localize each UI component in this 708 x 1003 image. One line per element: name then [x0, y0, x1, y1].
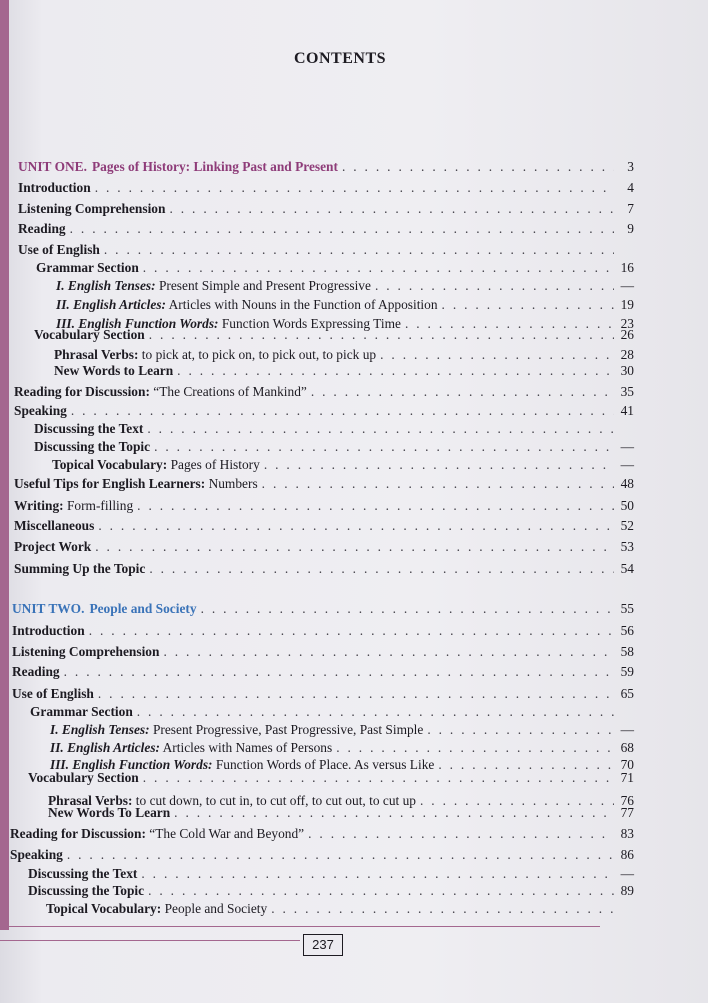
page-ref: 16 — [620, 260, 634, 275]
dot-leader — [98, 685, 614, 702]
entry-detail: Function Words of Place. As versus Like — [212, 757, 435, 772]
toc-entry — [36, 259, 634, 276]
dot-leader — [143, 259, 614, 276]
entry-heading: Useful Tips for English Learners: — [14, 476, 206, 491]
entry-heading: New Words To Learn — [48, 805, 171, 820]
page-ref: 58 — [620, 644, 634, 659]
toc-entry — [14, 497, 634, 514]
entry-heading: Reading for Discussion: — [14, 384, 150, 399]
page-ref: 71 — [620, 770, 634, 785]
entry-heading: Use of English — [12, 686, 94, 701]
entry-label — [14, 517, 94, 534]
page-number: 237 — [303, 934, 343, 956]
dot-leader — [154, 438, 614, 455]
toc-entry — [28, 865, 634, 882]
dot-leader — [169, 200, 614, 217]
dot-leader — [262, 475, 614, 492]
page-ref: — — [620, 439, 634, 454]
entry-heading: Writing: — [14, 498, 64, 513]
entry-label — [50, 721, 423, 738]
entry-heading: Use of English — [18, 242, 100, 257]
page-ref: 53 — [620, 539, 634, 554]
entry-heading: Listening Comprehension — [18, 201, 166, 216]
dot-leader — [147, 420, 614, 437]
entry-heading: III. English Function Words: — [56, 316, 219, 331]
entry-heading: Introduction — [18, 180, 91, 195]
toc-entry — [28, 769, 634, 786]
entry-heading: Topical Vocabulary: — [46, 901, 162, 916]
toc-entry — [18, 220, 634, 237]
footer-rule — [0, 926, 600, 927]
dot-leader — [71, 402, 614, 419]
page-ref: 28 — [620, 347, 634, 362]
entry-label — [18, 220, 66, 237]
entry-label — [56, 296, 438, 313]
page-ref: 41 — [620, 403, 634, 418]
dot-leader — [308, 825, 614, 842]
toc-entry — [48, 804, 634, 821]
entry-label — [34, 420, 143, 437]
dot-leader — [311, 383, 614, 400]
toc-entry — [14, 517, 634, 534]
toc-entry — [12, 663, 634, 680]
entry-detail: Form-filling — [63, 498, 134, 513]
unit-heading — [18, 158, 634, 175]
dot-leader — [336, 739, 614, 756]
entry-detail: to cut down, to cut in, to cut off, to cut out, to cut up — [132, 793, 416, 808]
dot-leader — [143, 769, 614, 786]
entry-detail: Function Words Expressing Time — [218, 316, 401, 331]
entry-heading: Grammar Section — [30, 704, 133, 719]
entry-heading: Summing Up the Topic — [14, 561, 146, 576]
page-title: CONTENTS — [293, 50, 387, 67]
page-ref: 4 — [627, 180, 634, 195]
entry-heading: Phrasal Verbs: — [54, 347, 139, 362]
entry-label — [52, 456, 260, 473]
entry-heading: Discussing the Topic — [28, 883, 145, 898]
dot-leader — [137, 703, 614, 720]
page-ref: 77 — [620, 805, 634, 820]
entry-label — [14, 383, 307, 400]
page-ref: 30 — [620, 363, 634, 378]
page-ref: 3 — [627, 159, 634, 174]
toc-entry — [12, 643, 634, 660]
page-ref: — — [620, 722, 634, 737]
toc-entry — [28, 882, 634, 899]
dot-leader — [201, 600, 614, 617]
dot-leader — [95, 179, 614, 196]
entry-label — [12, 600, 197, 617]
page-ref: 52 — [620, 518, 634, 533]
dot-leader — [177, 362, 614, 379]
page-ref: 54 — [620, 561, 634, 576]
toc-entry — [50, 721, 634, 738]
dot-leader — [427, 721, 614, 738]
entry-label — [56, 277, 371, 294]
entry-heading: II. English Articles: — [50, 740, 161, 755]
dot-leader — [137, 497, 614, 514]
entry-detail: “The Cold War and Beyond” — [145, 826, 305, 841]
entry-label — [28, 769, 139, 786]
entry-label — [48, 804, 170, 821]
dot-leader — [149, 326, 614, 343]
entry-label — [14, 497, 133, 514]
entry-label — [12, 643, 159, 660]
dot-leader — [98, 517, 614, 534]
toc-entry — [18, 200, 634, 217]
page-ref: 23 — [620, 316, 634, 331]
entry-heading: Speaking — [10, 847, 63, 862]
unit-heading — [12, 600, 634, 617]
entry-label — [14, 475, 258, 492]
toc-entry — [14, 560, 634, 577]
toc-entry — [18, 241, 634, 258]
toc-entry — [34, 438, 634, 455]
entry-detail: Articles with Names of Persons — [160, 740, 333, 755]
page-spine-strip — [0, 0, 9, 930]
toc-entry — [52, 456, 634, 473]
entry-label — [14, 560, 145, 577]
toc-entry — [30, 703, 634, 720]
toc-entry — [56, 296, 634, 313]
entry-heading: Listening Comprehension — [12, 644, 160, 659]
entry-label — [18, 200, 165, 217]
page-ref: 55 — [620, 601, 634, 616]
page-ref: 26 — [620, 327, 634, 342]
entry-label — [34, 438, 150, 455]
page-ref: 7 — [627, 201, 634, 216]
toc-entry — [46, 900, 634, 917]
page-ref: — — [620, 457, 634, 472]
entry-label — [10, 846, 63, 863]
page-ref: 59 — [620, 664, 634, 679]
dot-leader — [89, 622, 614, 639]
entry-heading: Speaking — [14, 403, 67, 418]
entry-heading: Reading — [12, 664, 60, 679]
dot-leader — [64, 663, 614, 680]
dot-leader — [148, 882, 614, 899]
entry-heading: Vocabulary Section — [34, 327, 145, 342]
page-ref: 50 — [620, 498, 634, 513]
entry-label — [12, 622, 85, 639]
entry-detail: to pick at, to pick on, to pick out, to pick up — [138, 347, 377, 362]
entry-label — [46, 900, 267, 917]
page-ref: 70 — [620, 757, 634, 772]
entry-heading: Discussing the Text — [28, 866, 138, 881]
toc-entry — [34, 420, 634, 437]
dot-leader — [149, 560, 614, 577]
page-ref: 68 — [620, 740, 634, 755]
entry-detail: Numbers — [205, 476, 258, 491]
toc-entry — [50, 739, 634, 756]
toc-entry — [14, 383, 634, 400]
entry-heading: III. English Function Words: — [50, 757, 213, 772]
toc-entry — [14, 402, 634, 419]
dot-leader — [264, 456, 614, 473]
toc-entry — [12, 685, 634, 702]
page-ref: — — [620, 866, 634, 881]
unit-number: UNIT ONE. — [18, 159, 87, 174]
page-ref: 89 — [620, 883, 634, 898]
dot-leader — [104, 241, 614, 258]
entry-label — [54, 362, 173, 379]
page-ref: 65 — [620, 686, 634, 701]
page-ref: 48 — [620, 476, 634, 491]
dot-leader — [442, 296, 614, 313]
dot-leader — [141, 865, 614, 882]
dot-leader — [95, 538, 614, 555]
entry-heading: Project Work — [14, 539, 92, 554]
entry-heading: New Words to Learn — [54, 363, 174, 378]
page-ref: 19 — [620, 297, 634, 312]
entry-label — [34, 326, 145, 343]
entry-detail: “The Creations of Mankind” — [149, 384, 307, 399]
dot-leader — [163, 643, 614, 660]
page-ref: 35 — [620, 384, 634, 399]
toc-entry — [54, 362, 634, 379]
entry-label — [30, 703, 133, 720]
entry-label — [18, 179, 91, 196]
entry-heading: Vocabulary Section — [28, 770, 139, 785]
entry-label — [36, 259, 139, 276]
dot-leader — [271, 900, 614, 917]
unit-title: Pages of History: Linking Past and Present — [91, 159, 338, 174]
page-ref: 83 — [620, 826, 634, 841]
entry-detail: People and Society — [161, 901, 268, 916]
entry-heading: I. English Tenses: — [50, 722, 150, 737]
entry-heading: Introduction — [12, 623, 85, 638]
entry-label — [18, 241, 100, 258]
entry-heading: Discussing the Topic — [34, 439, 151, 454]
entry-label — [54, 346, 376, 363]
entry-label — [12, 685, 94, 702]
entry-heading: Miscellaneous — [14, 518, 95, 533]
dot-leader — [67, 846, 614, 863]
entry-label — [28, 865, 137, 882]
entry-heading: Discussing the Text — [34, 421, 144, 436]
toc-entry — [10, 825, 634, 842]
entry-detail: Present Simple and Present Progressive — [155, 278, 371, 293]
dot-leader — [342, 158, 614, 175]
entry-detail: Articles with Nouns in the Function of Apposition — [166, 297, 438, 312]
entry-heading: Phrasal Verbs: — [48, 793, 133, 808]
entry-heading: Topical Vocabulary: — [52, 457, 168, 472]
toc-entry — [56, 277, 634, 294]
entry-label — [14, 538, 91, 555]
entry-heading: Reading — [18, 221, 66, 236]
entry-label — [10, 825, 304, 842]
entry-heading: Grammar Section — [36, 260, 139, 275]
toc-entry — [34, 326, 634, 343]
entry-detail: Present Progressive, Past Progressive, Past Simple — [149, 722, 424, 737]
entry-label — [14, 402, 67, 419]
unit-title: People and Society — [89, 601, 197, 616]
toc-entry — [12, 622, 634, 639]
entry-heading: Reading for Discussion: — [10, 826, 146, 841]
page-ref: 9 — [627, 221, 634, 236]
entry-detail: Pages of History — [167, 457, 260, 472]
page-ref: 56 — [620, 623, 634, 638]
toc-entry — [14, 538, 634, 555]
entry-heading: I. English Tenses: — [56, 278, 156, 293]
page-ref: 86 — [620, 847, 634, 862]
dot-leader — [174, 804, 614, 821]
entry-label — [28, 882, 144, 899]
toc-entry — [10, 846, 634, 863]
dot-leader — [375, 277, 614, 294]
toc-entry — [14, 475, 634, 492]
entry-label — [18, 158, 338, 175]
page-ref: — — [620, 278, 634, 293]
unit-number: UNIT TWO. — [12, 601, 85, 616]
toc-entry — [18, 179, 634, 196]
dot-leader — [380, 346, 614, 363]
footer-rule-secondary — [0, 940, 300, 941]
entry-heading: II. English Articles: — [56, 297, 167, 312]
entry-label — [12, 663, 60, 680]
page-ref: 76 — [620, 793, 634, 808]
dot-leader — [70, 220, 614, 237]
entry-label — [50, 739, 332, 756]
toc-entry — [54, 346, 634, 363]
